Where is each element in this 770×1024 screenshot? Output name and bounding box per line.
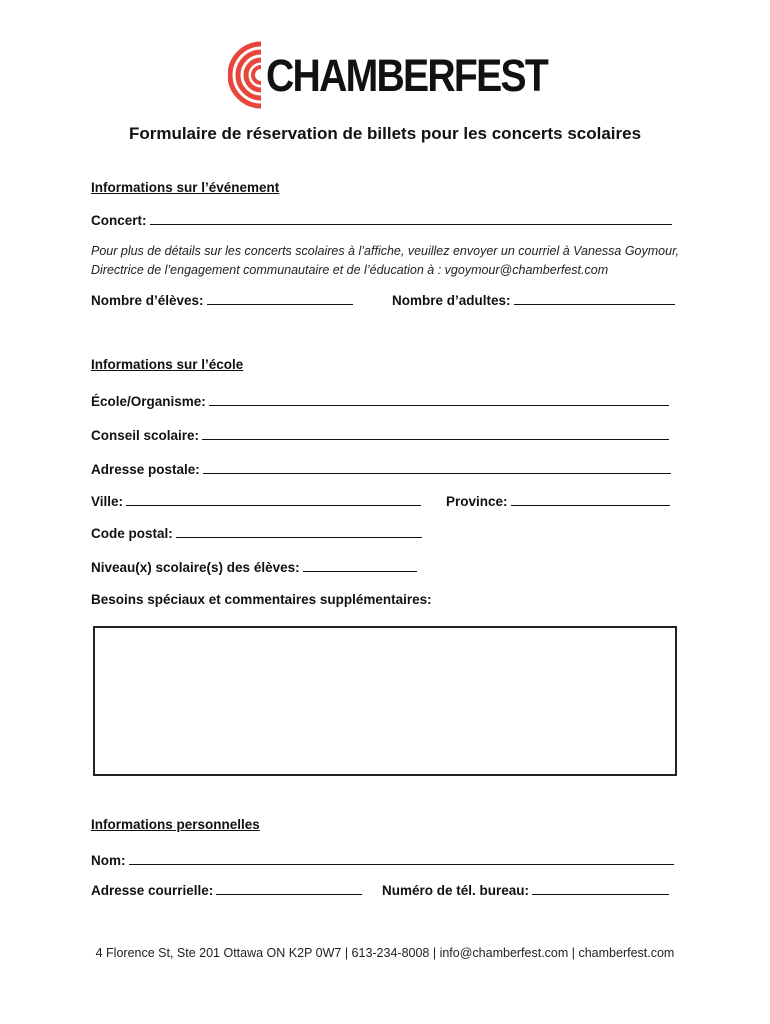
province-input-line[interactable] — [511, 492, 670, 506]
grades-label: Niveau(x) scolaire(s) des élèves: — [91, 560, 300, 575]
board-label: Conseil scolaire: — [91, 428, 200, 443]
name-label: Nom: — [91, 853, 126, 868]
address-input-line[interactable] — [203, 460, 671, 474]
students-input-line[interactable] — [207, 291, 353, 305]
school-field[interactable] — [91, 392, 669, 409]
comments-label: Besoins spéciaux et commentaires supplémentaires: — [91, 592, 432, 607]
logo-text: CHAMBERFEST — [266, 50, 548, 101]
adults-field[interactable] — [392, 291, 675, 308]
students-field[interactable] — [91, 291, 353, 308]
students-label: Nombre d’élèves: — [91, 293, 204, 308]
event-info-note: Pour plus de détails sur les concerts scolaires à l’affiche, veuillez envoyer un courriel à Vanessa Goymour, Directrice de l’engagement communautaire et de l’éducation à : vgoymour@chamberfest.com — [91, 244, 680, 277]
address-label: Adresse postale: — [91, 462, 200, 477]
school-input-line[interactable] — [209, 392, 669, 406]
city-field[interactable] — [91, 492, 421, 509]
email-label: Adresse courrielle: — [91, 883, 214, 898]
province-field[interactable] — [446, 492, 670, 509]
comments-textarea[interactable] — [93, 626, 677, 776]
form-title: Formulaire de réservation de billets pour les concerts scolaires — [128, 124, 642, 143]
chamberfest-logo — [228, 40, 548, 112]
postal-input-line[interactable] — [176, 524, 422, 538]
concert-field[interactable] — [91, 211, 672, 228]
email-input-line[interactable] — [216, 881, 362, 895]
footer-contact: 4 Florence St, Ste 201 Ottawa ON K2P 0W7 | 613-234-8008 | info@chamberfest.com | chamberfest.com — [95, 946, 675, 960]
grades-input-line[interactable] — [303, 558, 417, 572]
grades-field[interactable] — [91, 558, 417, 575]
school-section-heading: Informations sur l’école — [91, 357, 244, 372]
adults-label: Nombre d’adultes: — [392, 293, 511, 308]
phone-input-line[interactable] — [532, 881, 669, 895]
name-input-line[interactable] — [129, 851, 674, 865]
board-field[interactable] — [91, 426, 669, 443]
phone-label: Numéro de tél. bureau: — [382, 883, 530, 898]
personal-section-heading: Informations personnelles — [91, 817, 260, 832]
concert-label: Concert: — [91, 213, 147, 228]
address-field[interactable] — [91, 460, 671, 477]
email-field[interactable] — [91, 881, 362, 898]
province-label: Province: — [446, 494, 508, 509]
event-section-heading: Informations sur l’événement — [91, 180, 280, 195]
postal-label: Code postal: — [91, 526, 173, 541]
name-field[interactable] — [91, 851, 674, 868]
adults-input-line[interactable] — [514, 291, 675, 305]
phone-field[interactable] — [382, 881, 669, 898]
city-input-line[interactable] — [126, 492, 421, 506]
city-label: Ville: — [91, 494, 124, 509]
postal-field[interactable] — [91, 524, 422, 541]
concert-input-line[interactable] — [150, 211, 672, 225]
school-label: École/Organisme: — [91, 394, 206, 409]
board-input-line[interactable] — [202, 426, 669, 440]
